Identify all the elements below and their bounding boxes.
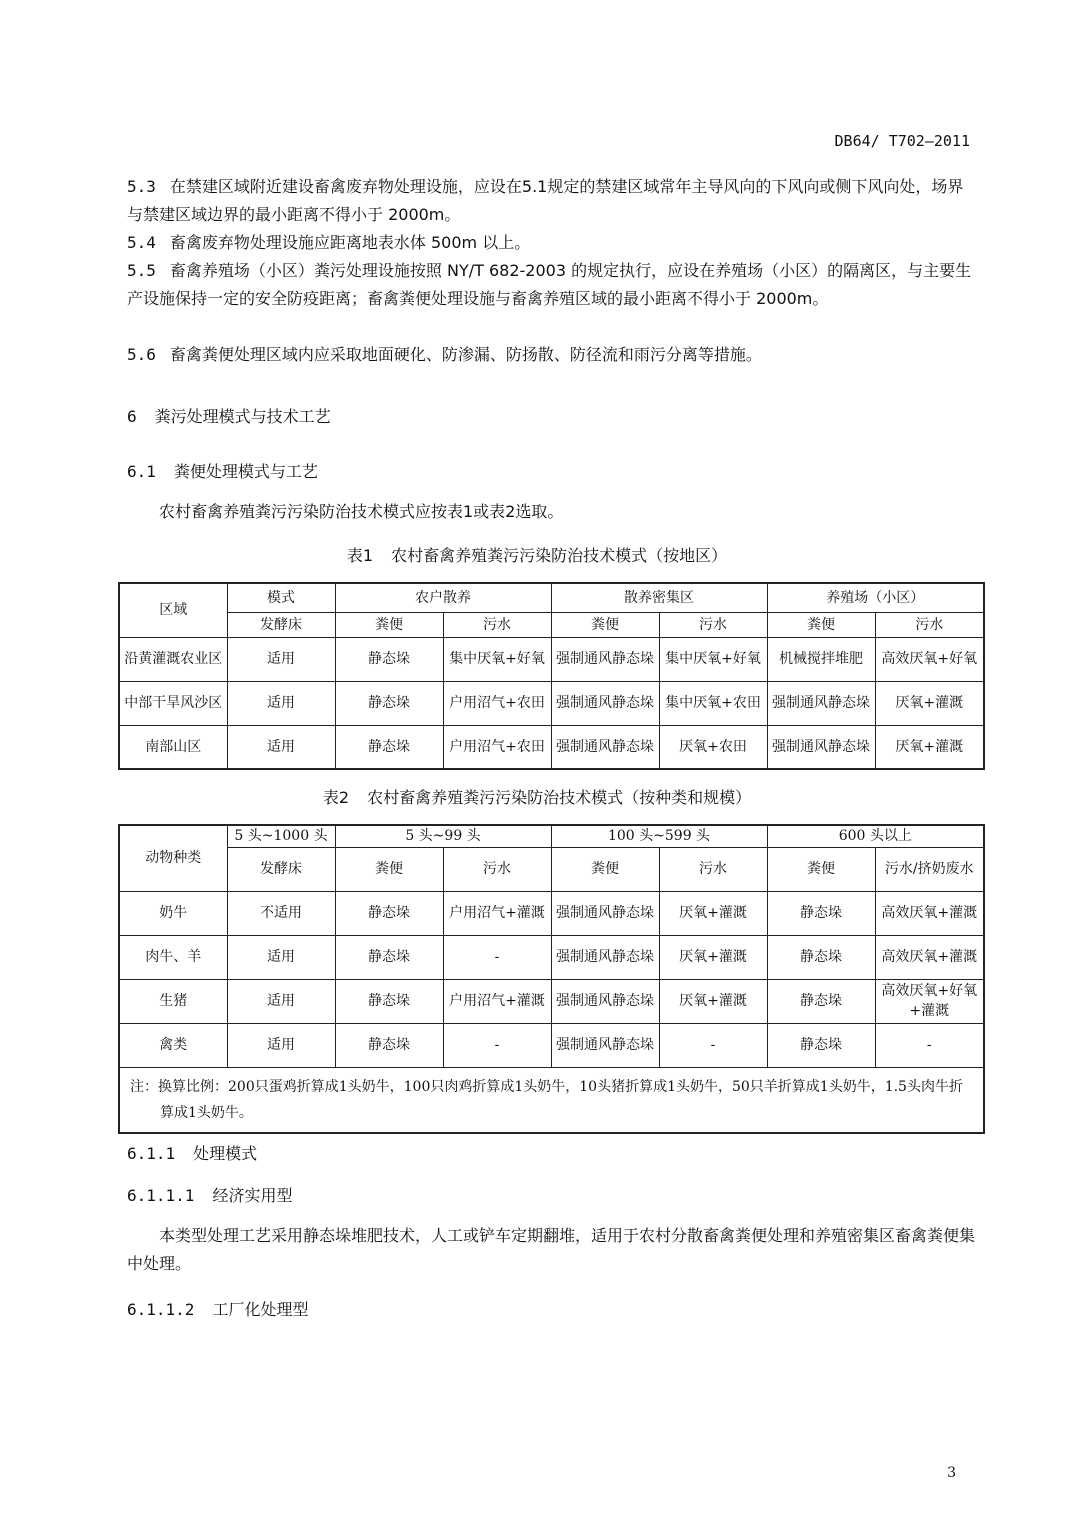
table-cell: - bbox=[443, 1023, 551, 1067]
table-number: 表2 bbox=[322, 788, 350, 807]
table-row bbox=[119, 1023, 984, 1067]
table-cell: 厌氧+灌溉 bbox=[659, 935, 767, 979]
section-number: 6.1.1.1 bbox=[127, 1186, 195, 1205]
table-cell: 强制通风静态垛 bbox=[767, 725, 875, 769]
table-cell: 强制通风静态垛 bbox=[551, 637, 659, 681]
table-title: 农村畜禽养殖粪污污染防治技术模式（按种类和规模） bbox=[367, 788, 752, 807]
note-label: 注： bbox=[130, 1078, 158, 1095]
section-6-1-1-1-text: 本类型处理工艺采用静态垛堆肥技术，人工或铲车定期翻堆，适用于农村分散畜禽粪便处理和养殖密集区畜禽粪便集中处理。 bbox=[127, 1226, 976, 1273]
header-cell: 粪便 bbox=[767, 612, 875, 637]
region-cell: 中部干旱风沙区 bbox=[119, 681, 227, 725]
section-title: 粪污处理模式与技术工艺 bbox=[154, 407, 331, 426]
header-cell: 粪便 bbox=[335, 612, 443, 637]
table-row bbox=[119, 979, 984, 1023]
header-cell: 污水 bbox=[875, 612, 984, 637]
table-row bbox=[119, 891, 984, 935]
table-cell: 强制通风静态垛 bbox=[551, 1023, 659, 1067]
table-cell: 机械搅拌堆肥 bbox=[767, 637, 875, 681]
clause-5-6 bbox=[127, 341, 975, 369]
table-cell: 适用 bbox=[227, 681, 335, 725]
header-cell: 600 头以上 bbox=[767, 825, 984, 847]
clause-number: 5.3 bbox=[127, 177, 156, 196]
clause-5-5 bbox=[127, 257, 975, 313]
clause-number: 5.4 bbox=[127, 233, 156, 252]
table-cell: 强制通风静态垛 bbox=[551, 891, 659, 935]
header-cell: 发酵床 bbox=[227, 612, 335, 637]
table1-caption bbox=[0, 543, 1074, 566]
header-cell: 污水 bbox=[443, 612, 551, 637]
table2-caption bbox=[0, 785, 1074, 808]
table2-header-row bbox=[119, 825, 984, 847]
table-cell: 强制通风静态垛 bbox=[551, 681, 659, 725]
section-number: 6 bbox=[127, 407, 137, 426]
table-cell: 静态垛 bbox=[335, 979, 443, 1023]
table-cell: 静态垛 bbox=[767, 1023, 875, 1067]
region-cell: 沿黄灌溉农业区 bbox=[119, 637, 227, 681]
table-cell: 高效厌氧+灌溉 bbox=[875, 935, 984, 979]
section-number: 6.1 bbox=[127, 462, 156, 481]
table-cell: 静态垛 bbox=[335, 725, 443, 769]
section-6-1-heading bbox=[127, 459, 318, 482]
table-cell: 厌氧+灌溉 bbox=[875, 681, 984, 725]
header-cell: 区域 bbox=[119, 583, 227, 637]
table-cell: 厌氧+农田 bbox=[659, 725, 767, 769]
standard-code: DB64/ T702—2011 bbox=[834, 132, 970, 150]
table1-header-row bbox=[119, 583, 984, 612]
clause-text: 在禁建区域附近建设畜禽废弃物处理设施，应设在5.1规定的禁建区域常年主导风向的下风向或侧下风向处，场界与禁建区域边界的最小距离不得小于 2000m。 bbox=[127, 177, 964, 224]
clause-5-3 bbox=[127, 173, 975, 229]
table-cell: 适用 bbox=[227, 1023, 335, 1067]
table-cell: 户用沼气+灌溉 bbox=[443, 891, 551, 935]
animal-cell: 禽类 bbox=[119, 1023, 227, 1067]
header-cell: 污水 bbox=[443, 847, 551, 891]
table2 bbox=[118, 824, 985, 1134]
table-cell: 静态垛 bbox=[335, 1023, 443, 1067]
table-cell: 厌氧+灌溉 bbox=[875, 725, 984, 769]
section-title: 经济实用型 bbox=[212, 1186, 293, 1205]
table-cell: - bbox=[875, 1023, 984, 1067]
table-cell: - bbox=[443, 935, 551, 979]
table1 bbox=[118, 582, 985, 770]
animal-cell: 奶牛 bbox=[119, 891, 227, 935]
table-cell: - bbox=[659, 1023, 767, 1067]
section-6-heading bbox=[127, 404, 331, 427]
table-cell: 静态垛 bbox=[335, 935, 443, 979]
table2-subheader-row bbox=[119, 847, 984, 891]
table-row bbox=[119, 637, 984, 681]
region-cell: 南部山区 bbox=[119, 725, 227, 769]
clause-number: 5.6 bbox=[127, 345, 156, 364]
header-cell: 5 头~1000 头 bbox=[227, 825, 335, 847]
table-row bbox=[119, 935, 984, 979]
table-row bbox=[119, 725, 984, 769]
table-cell: 静态垛 bbox=[767, 935, 875, 979]
table-cell: 厌氧+灌溉 bbox=[659, 979, 767, 1023]
table-cell: 适用 bbox=[227, 725, 335, 769]
note-text: 换算比例：200只蛋鸡折算成1头奶牛，100只肉鸡折算成1头奶牛，10头猪折算成1头奶牛，50只羊折算成1头奶牛，1.5头肉牛折算成1头奶牛。 bbox=[158, 1078, 963, 1121]
header-cell: 粪便 bbox=[767, 847, 875, 891]
table-cell: 静态垛 bbox=[335, 891, 443, 935]
section-6-1-1-1-heading bbox=[127, 1183, 292, 1206]
header-cell: 污水 bbox=[659, 612, 767, 637]
clause-text: 畜禽粪便处理区域内应采取地面硬化、防渗漏、防扬散、防径流和雨污分离等措施。 bbox=[169, 345, 762, 364]
table-cell: 集中厌氧+好氧 bbox=[659, 637, 767, 681]
table-cell: 静态垛 bbox=[335, 681, 443, 725]
header-cell: 污水 bbox=[659, 847, 767, 891]
table-cell: 适用 bbox=[227, 637, 335, 681]
section-title: 工厂化处理型 bbox=[212, 1300, 309, 1319]
table-cell: 高效厌氧+灌溉 bbox=[875, 891, 984, 935]
clause-text: 畜禽养殖场（小区）粪污处理设施按照 NY/T 682-2003 的规定执行，应设在养殖场（小区）的隔离区，与主要生产设施保持一定的安全防疫距离；畜禽粪便处理设施与畜禽养殖区域的最小距离不得小于 2000m。 bbox=[127, 261, 972, 308]
header-cell: 模式 bbox=[227, 583, 335, 612]
header-cell: 粪便 bbox=[551, 847, 659, 891]
clause-text: 畜禽废弃物处理设施应距离地表水体 500m 以上。 bbox=[169, 233, 531, 252]
table-note bbox=[119, 1067, 984, 1133]
section-title: 处理模式 bbox=[193, 1144, 258, 1163]
table-cell: 强制通风静态垛 bbox=[767, 681, 875, 725]
header-cell: 发酵床 bbox=[227, 847, 335, 891]
section-number: 6.1.1 bbox=[127, 1144, 176, 1163]
table-cell: 集中厌氧+农田 bbox=[659, 681, 767, 725]
table-cell: 静态垛 bbox=[335, 637, 443, 681]
table-cell: 不适用 bbox=[227, 891, 335, 935]
section-number: 6.1.1.2 bbox=[127, 1300, 195, 1319]
header-cell: 粪便 bbox=[335, 847, 443, 891]
clause-5-4 bbox=[127, 229, 975, 257]
animal-cell: 肉牛、羊 bbox=[119, 935, 227, 979]
table-cell: 适用 bbox=[227, 935, 335, 979]
table-cell: 强制通风静态垛 bbox=[551, 979, 659, 1023]
header-cell: 养殖场（小区） bbox=[767, 583, 984, 612]
header-cell: 污水/挤奶废水 bbox=[875, 847, 984, 891]
table-title: 农村畜禽养殖粪污污染防治技术模式（按地区） bbox=[391, 546, 728, 565]
section-title: 粪便处理模式与工艺 bbox=[173, 462, 318, 481]
header-cell: 粪便 bbox=[551, 612, 659, 637]
header-cell: 动物种类 bbox=[119, 825, 227, 891]
page-number: 3 bbox=[947, 1465, 956, 1481]
table2-note-row bbox=[119, 1067, 984, 1133]
table-cell: 适用 bbox=[227, 979, 335, 1023]
table-cell: 强制通风静态垛 bbox=[551, 725, 659, 769]
table-number: 表1 bbox=[346, 546, 374, 565]
header-cell: 散养密集区 bbox=[551, 583, 767, 612]
section-6-1-intro: 农村畜禽养殖粪污污染防治技术模式应按表1或表2选取。 bbox=[159, 502, 564, 521]
table-cell: 户用沼气+农田 bbox=[443, 725, 551, 769]
animal-cell: 生猪 bbox=[119, 979, 227, 1023]
table-cell: 厌氧+灌溉 bbox=[659, 891, 767, 935]
table-cell: 高效厌氧+好氧+灌溉 bbox=[875, 979, 984, 1023]
table-row bbox=[119, 681, 984, 725]
table-cell: 强制通风静态垛 bbox=[551, 935, 659, 979]
table-cell: 集中厌氧+好氧 bbox=[443, 637, 551, 681]
table-cell: 户用沼气+灌溉 bbox=[443, 979, 551, 1023]
section-6-1-1-heading bbox=[127, 1141, 257, 1164]
clause-number: 5.5 bbox=[127, 261, 156, 280]
table-cell: 静态垛 bbox=[767, 979, 875, 1023]
table-cell: 户用沼气+农田 bbox=[443, 681, 551, 725]
table1-subheader-row bbox=[119, 612, 984, 637]
section-6-1-1-2-heading bbox=[127, 1297, 308, 1320]
header-cell: 农户散养 bbox=[335, 583, 551, 612]
table-cell: 静态垛 bbox=[767, 891, 875, 935]
header-cell: 100 头~599 头 bbox=[551, 825, 767, 847]
header-cell: 5 头~99 头 bbox=[335, 825, 551, 847]
table-cell: 高效厌氧+好氧 bbox=[875, 637, 984, 681]
